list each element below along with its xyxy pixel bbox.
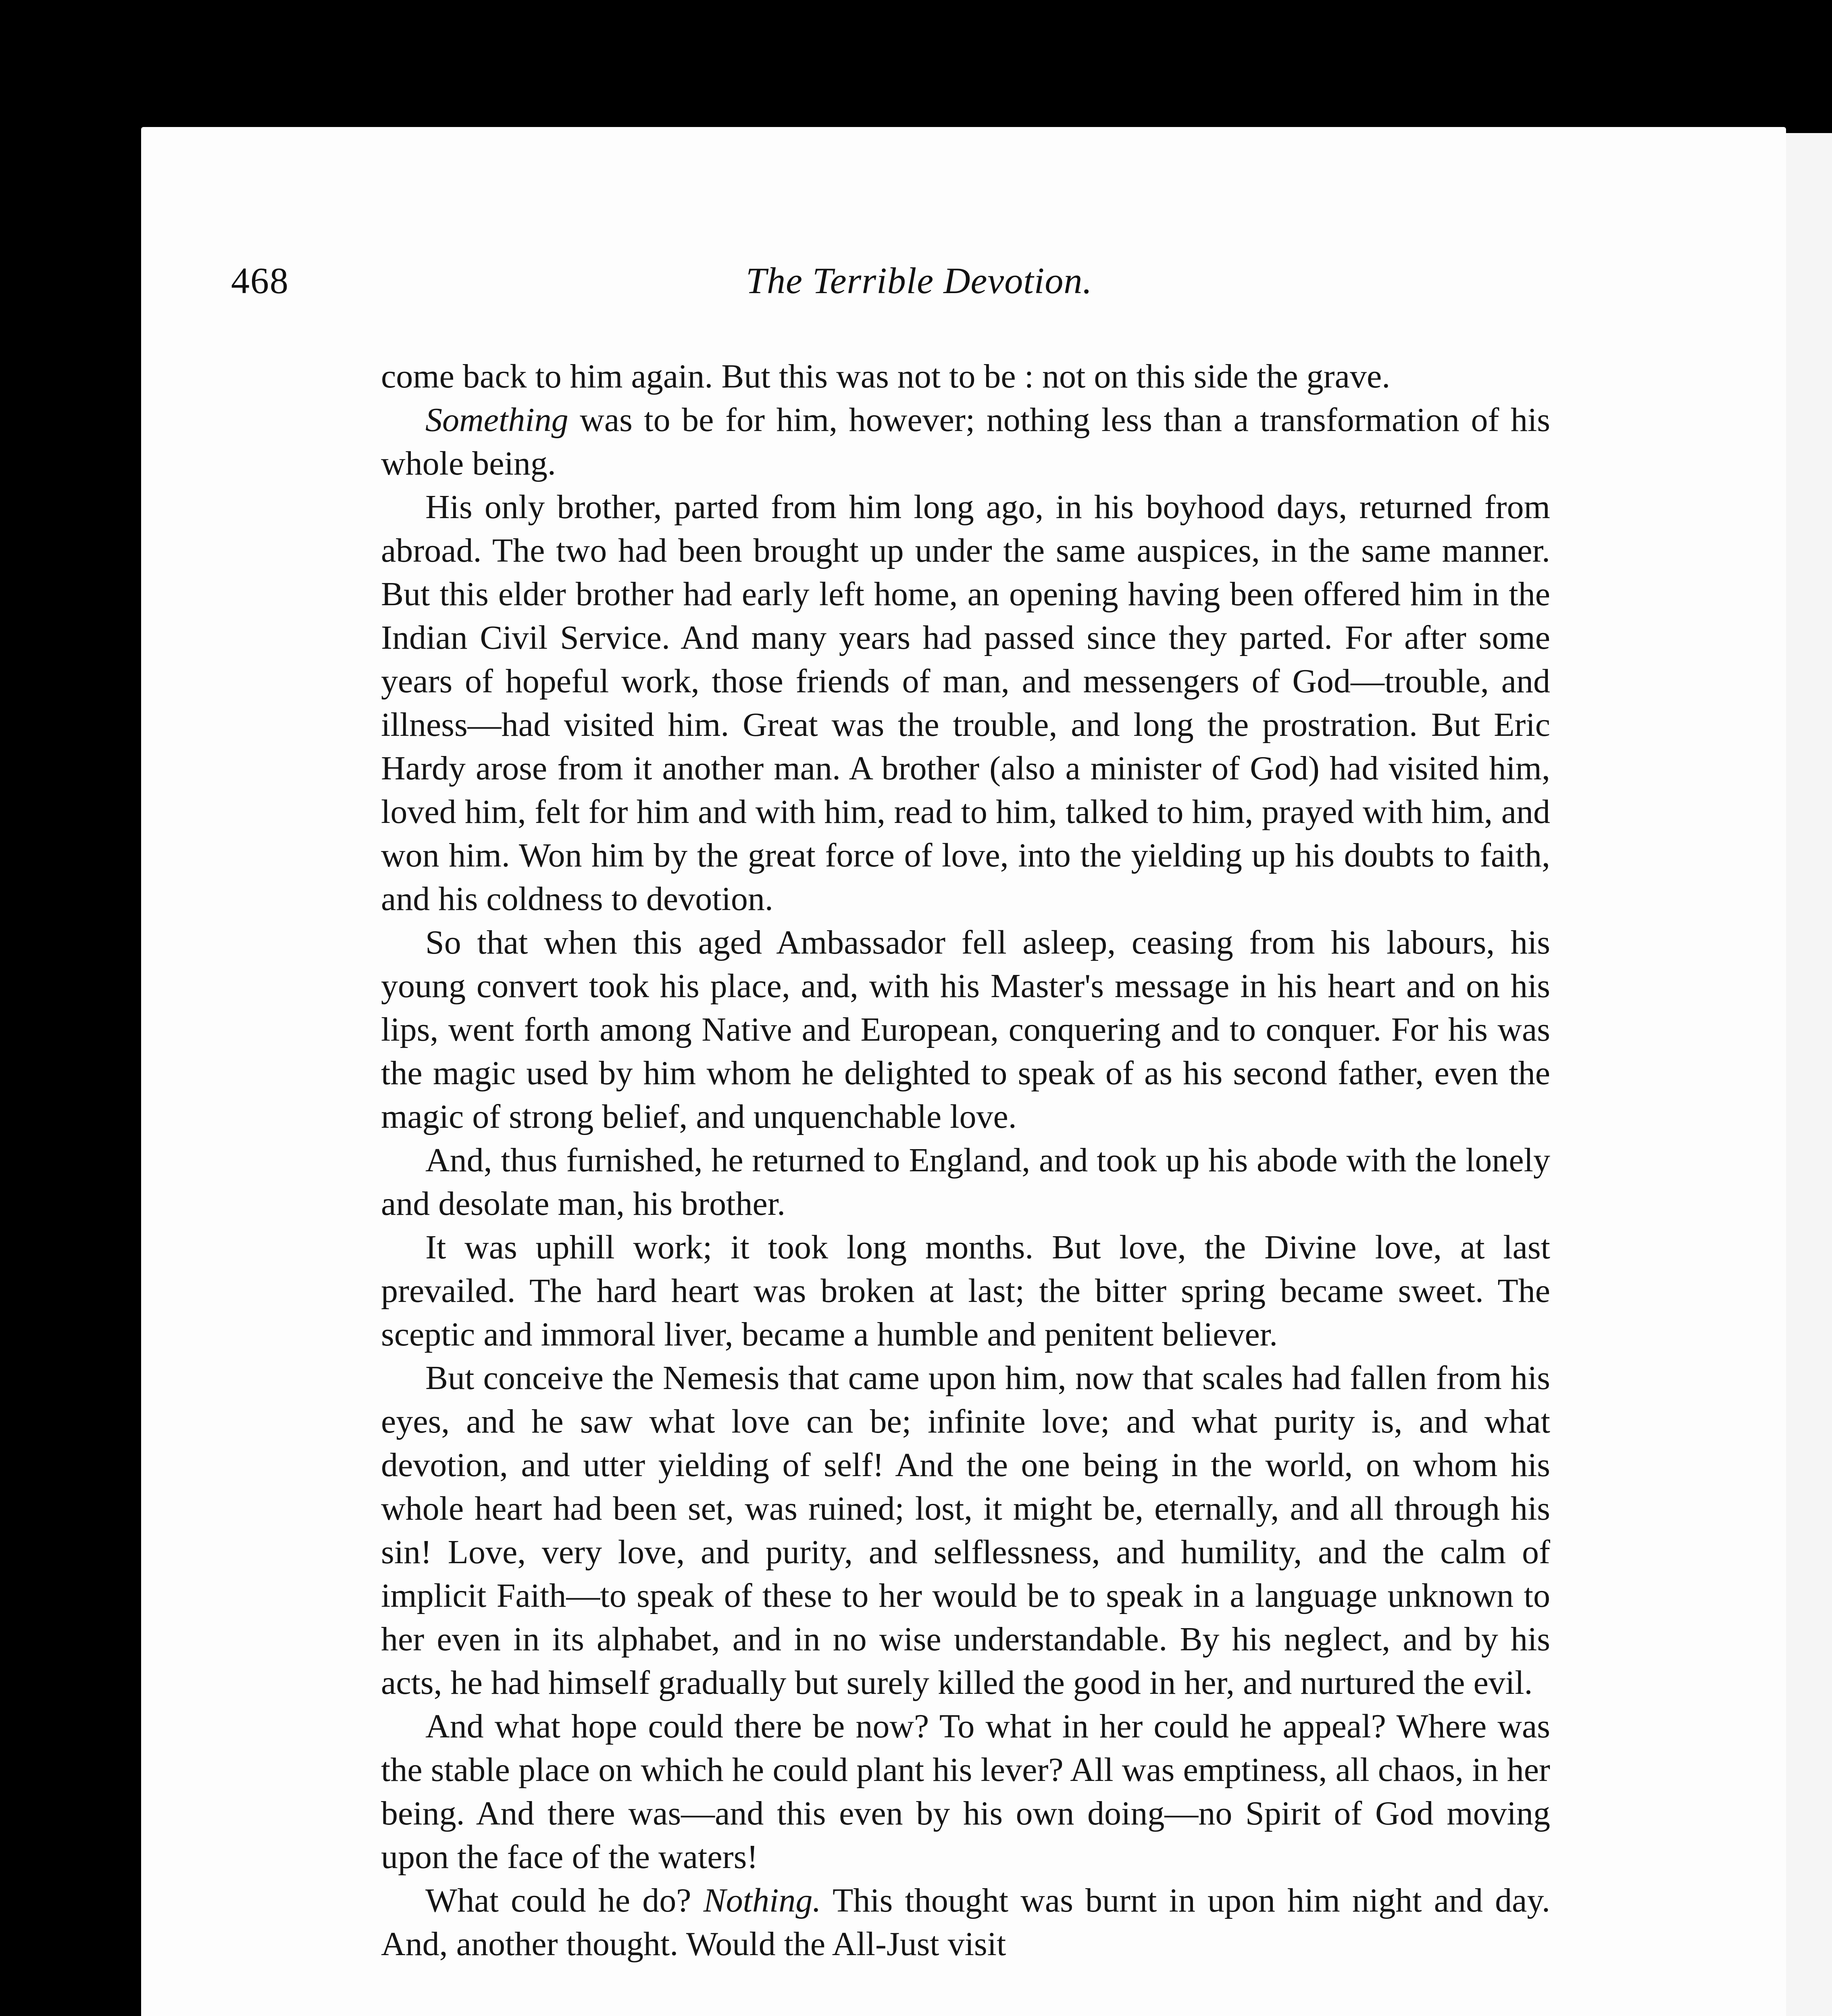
paragraph-1-text: come back to him again. But this was not to be : not on this side the grave. <box>381 358 1391 395</box>
paragraph-2-text: was to be for him, however; nothing less than a transformation of his whole being. <box>381 401 1550 482</box>
paragraph-4 <box>381 921 1550 1139</box>
paragraph-5-text: And, thus furnished, he returned to England, and took up his abode with the lonely and desolate man, his brother. <box>381 1141 1550 1223</box>
paragraph-3 <box>381 485 1550 921</box>
paragraph-7-text: But conceive the Nemesis that came upon him, now that scales had fallen from his eyes, and he saw what love can be; infinite love; and what purity is, and what devotion, and utter yielding of self! And the one being in the world, on whom his whole heart had been set, was ruined; lost, it might be, eternally, and all through his sin! Love, very love, and purity, and selflessness, and humility, and the calm of implicit Faith—to speak of these to her would be to speak in a language unknown to her even in its alphabet, and in no wise understandable. By his neglect, and by his acts, he had himself gradually but surely killed the good in her, and nurtured the evil. <box>381 1359 1550 1702</box>
paragraph-4-text: So that when this aged Ambassador fell asleep, ceasing from his labours, his young convert took his place, and, with his Master's message in his heart and on his lips, went forth among Native and European, conquering and to conquer. For his was the magic used by him whom he delighted to speak of as his second father, even the magic of strong belief, and unquenchable love. <box>381 924 1550 1135</box>
paragraph-6-text: It was uphill work; it took long months. But love, the Divine love, at last prevailed. The hard heart was broken at last; the bitter spring became sweet. The sceptic and immoral liver, became a humble and penitent believer. <box>381 1229 1550 1353</box>
paragraph-1 <box>381 355 1550 398</box>
paragraph-9-text-before: What could he do? <box>425 1882 704 1919</box>
paragraph-3-text: His only brother, parted from him long ago, in his boyhood days, returned from abroad. The two had been brought up under the same auspices, in the same manner. But this elder brother had early left home, an opening having been offered him in the Indian Civil Service. And many years had passed since they parted. For after some years of hopeful work, those friends of man, and messengers of God—trouble, and illness—had visited him. Great was the trouble, and long the prostration. But Eric Hardy arose from it another man. A brother (also a minister of God) had visited him, loved him, felt for him and with him, read to him, talked to him, prayed with him, and won him. Won him by the great force of love, into the yielding up his doubts to faith, and his coldness to devotion. <box>381 488 1550 918</box>
body-text <box>381 355 1550 1966</box>
paragraph-2-italic: Something <box>425 401 568 439</box>
paragraph-5 <box>381 1139 1550 1226</box>
running-title: The Terrible Devotion. <box>746 260 1093 301</box>
adjacent-page-edge <box>1782 133 1832 2016</box>
paragraph-8-text: And what hope could there be now? To what in her could he appeal? Where was the stable place on which he could plant his lever? All was emptiness, all chaos, in her being. And there was—and this even by his own doing—no Spirit of God moving upon the face of the waters! <box>381 1708 1550 1876</box>
paragraph-6 <box>381 1226 1550 1356</box>
paragraph-9-italic: Nothing. <box>703 1882 821 1919</box>
page-number: 468 <box>231 260 289 301</box>
paragraph-7 <box>381 1356 1550 1705</box>
paragraph-8 <box>381 1705 1550 1879</box>
paragraph-2 <box>381 398 1550 485</box>
paragraph-9-text: This thought was burnt in upon him night and day. And, another thought. Would the All-Just visit <box>381 1882 1550 1963</box>
paragraph-9 <box>381 1879 1550 1966</box>
